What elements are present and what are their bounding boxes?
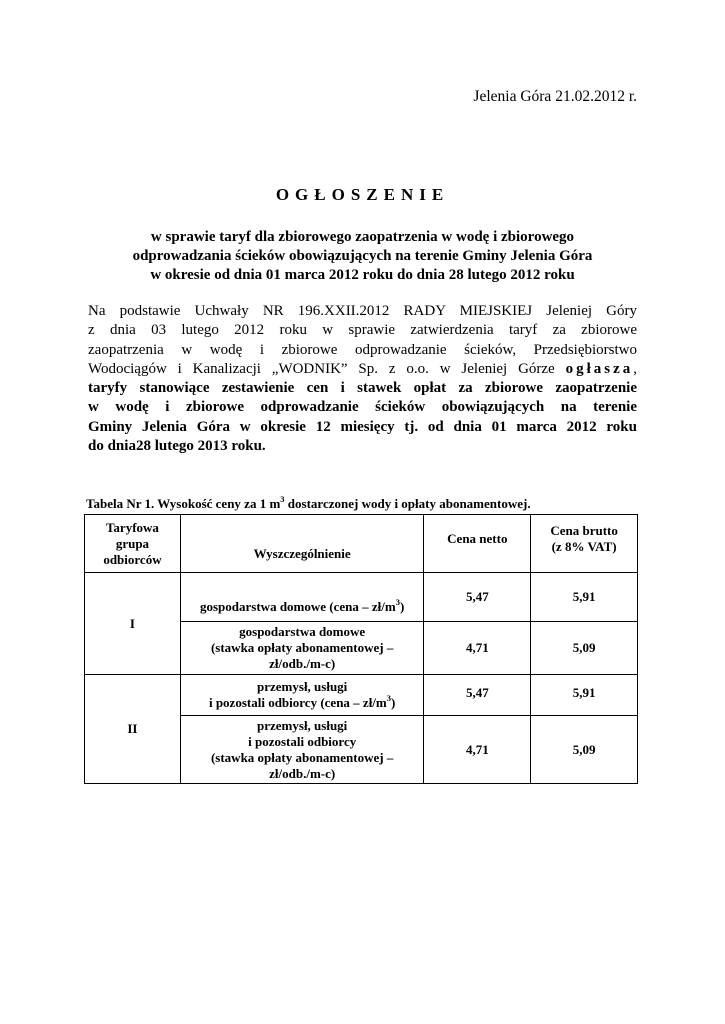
subtitle-line: odprowadzania ścieków obowiązujących na terenie Gminy Jelenia Góra	[132, 248, 593, 264]
desc-line: (stawka opłaty abonamentowej –	[210, 640, 394, 655]
body-line-comma: ,	[633, 360, 637, 377]
document-date: Jelenia Góra 21.02.2012 r.	[473, 88, 637, 105]
header-group-line: Taryfowa	[105, 519, 159, 535]
desc-line: i pozostali odbiorcy	[248, 733, 357, 749]
body-line: z dnia 03 lutego 2012 roku w sprawie zatwierdzenia taryf za zbiorowe	[88, 322, 637, 339]
desc-line: zł/odb./m-c)	[269, 656, 336, 671]
table-row	[85, 573, 638, 622]
row-gross-price: 5,09	[531, 716, 638, 784]
desc-superscript: 3	[395, 597, 400, 607]
body-bold-line: w wodę i zbiorowe odprowadzanie ścieków obowiązujących na terenie	[88, 399, 637, 416]
desc-superscript: 3	[386, 693, 391, 703]
announces-word: ogłasza	[565, 360, 634, 377]
header-description: Wyszczególnienie	[180, 515, 424, 573]
desc-line: gospodarstwa domowe (cena – zł/m	[200, 599, 396, 614]
desc-line: gospodarstwa domowe	[239, 624, 366, 639]
row-net-price: 4,71	[424, 622, 531, 675]
row-net-price: 5,47	[424, 573, 531, 622]
row-description	[180, 573, 424, 622]
table-header-row	[85, 515, 638, 573]
caption-superscript: 3	[280, 494, 285, 504]
desc-line: przemysł, usługi	[257, 679, 348, 694]
row-description	[180, 675, 424, 716]
row-description	[180, 622, 424, 675]
caption-text: Tabela Nr 1. Wysokość ceny za 1 m	[86, 496, 281, 511]
body-line: Na podstawie Uchwały NR 196.XXII.2012 RADY MIEJSKIEJ Jeleniej Góry	[88, 303, 637, 319]
header-gross-line: (z 8% VAT)	[551, 539, 617, 554]
row-description	[180, 716, 424, 784]
announcement-body	[88, 302, 637, 456]
table-row	[85, 675, 638, 716]
group-label: II	[85, 675, 181, 784]
desc-close: )	[399, 599, 405, 614]
desc-line: (stawka opłaty abonamentowej –	[210, 749, 394, 765]
desc-line: zł/odb./m-c)	[269, 765, 336, 781]
body-line: zaopatrzenia w wodę i zbiorowe odprowadzanie ścieków, Przedsiębiorstwo	[88, 341, 637, 358]
desc-close: )	[391, 695, 396, 710]
header-gross-line: Cena brutto	[550, 523, 618, 538]
header-group-line: grupa	[115, 535, 150, 551]
body-line-text: Wodociągów i Kanalizacji „WODNIK” Sp. z o.o. w Jeleniej Górze	[88, 360, 566, 377]
header-group	[85, 515, 181, 573]
row-gross-price: 5,91	[531, 675, 638, 716]
document-title: OGŁOSZENIE	[275, 185, 450, 204]
desc-line: przemysł, usługi	[257, 717, 348, 733]
group-label: I	[85, 573, 181, 675]
body-bold-line: do dnia28 lutego 2013 roku.	[88, 438, 266, 455]
body-bold-line: taryfy stanowiące zestawienie cen i stawek opłat za zbiorowe zaopatrzenie	[88, 380, 637, 397]
body-line	[88, 360, 637, 379]
header-gross-price	[531, 515, 638, 573]
caption-text-end: dostarczonej wody i opłaty abonamentowej.	[284, 496, 531, 511]
row-gross-price: 5,91	[531, 573, 638, 622]
document-subtitle	[88, 228, 637, 285]
header-group-line: odbiorców	[103, 551, 162, 567]
subtitle-line: w okresie od dnia 01 marca 2012 roku do dnia 28 lutego 2012 roku	[150, 267, 575, 283]
row-net-price: 5,47	[424, 675, 531, 716]
desc-line-text: i pozostali odbiorcy (cena – zł/m	[208, 695, 387, 710]
table-caption	[86, 496, 531, 512]
subtitle-line: w sprawie taryf dla zbiorowego zaopatrzenia w wodę i zbiorowego	[150, 229, 575, 245]
row-net-price: 4,71	[424, 716, 531, 784]
desc-line	[183, 695, 422, 711]
header-net-price: Cena netto	[424, 515, 531, 573]
body-bold-line: Gminy Jelenia Góra w okresie 12 miesięcy tj. od dnia 01 marca 2012 roku	[88, 418, 637, 435]
tariff-table	[84, 514, 638, 784]
row-gross-price: 5,09	[531, 622, 638, 675]
